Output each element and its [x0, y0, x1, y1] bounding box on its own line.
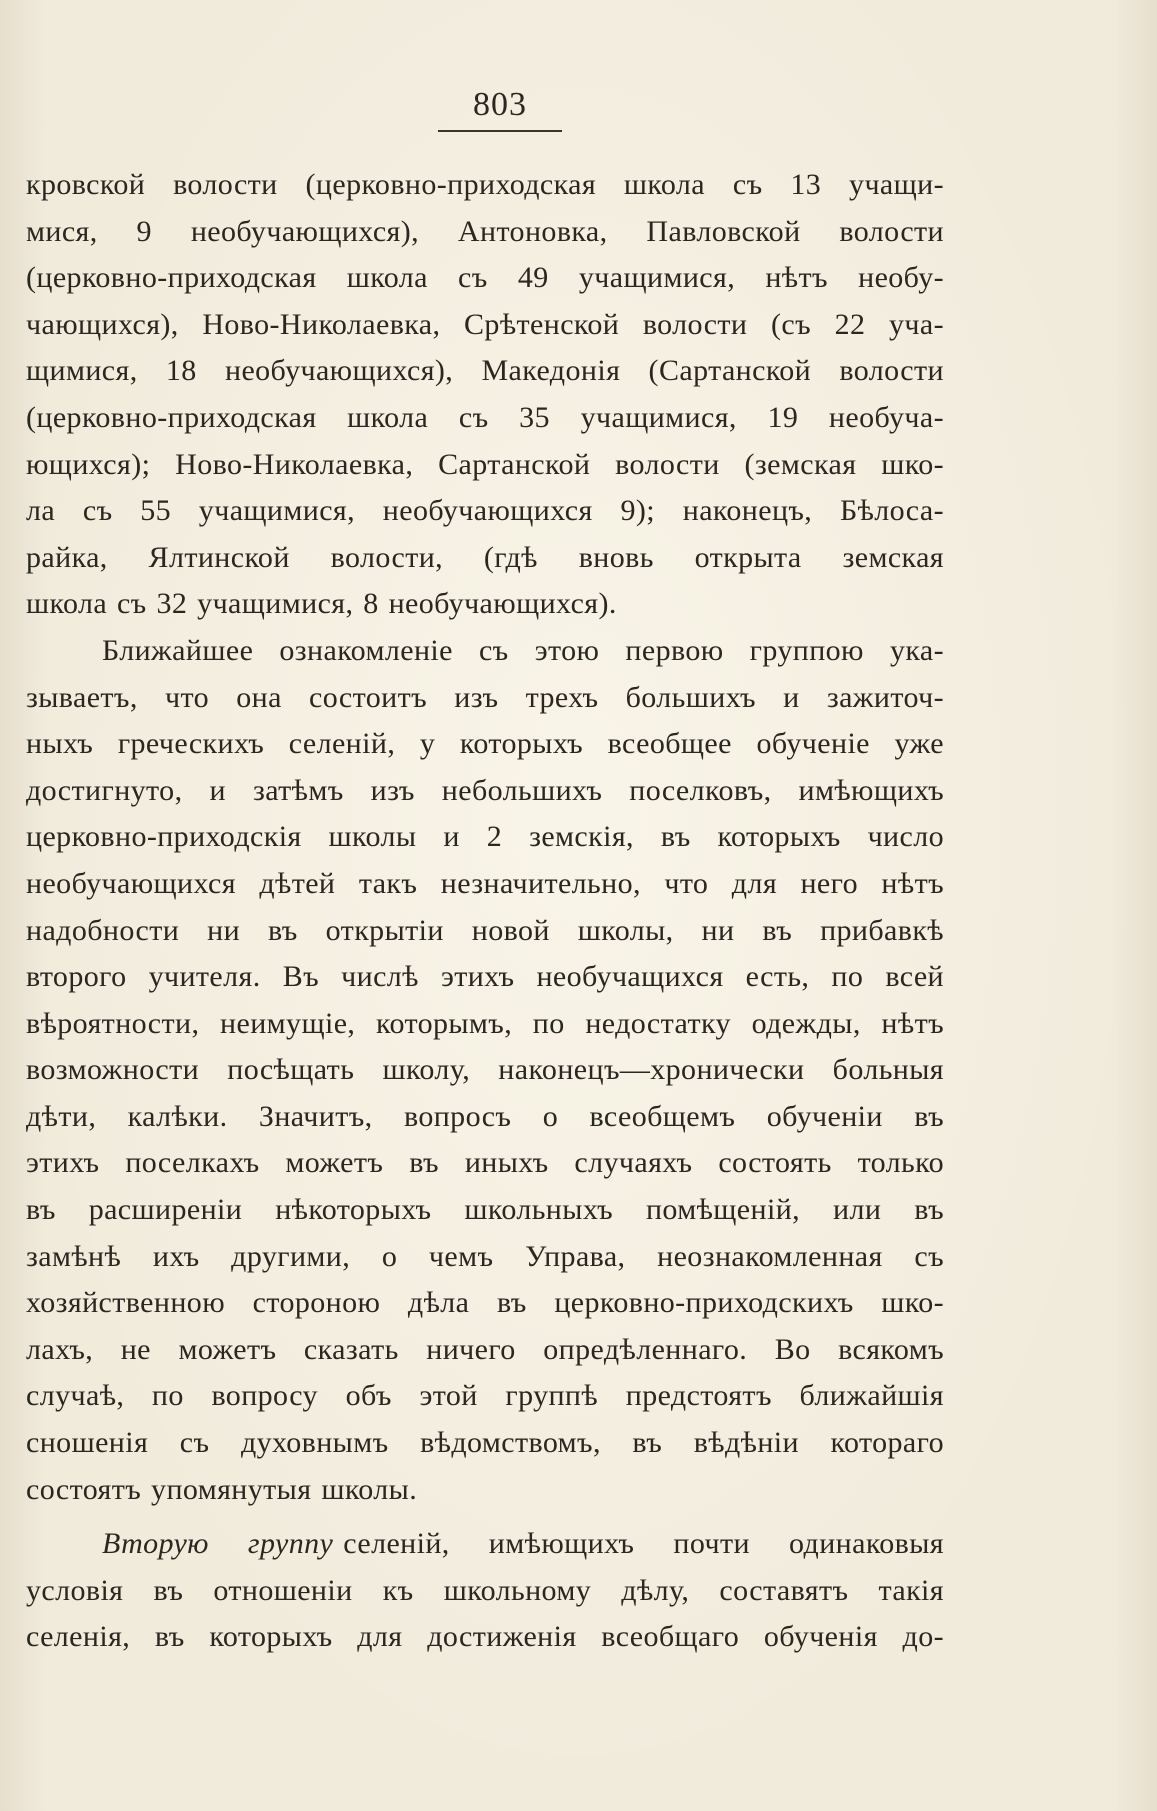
- paragraph-1: [26, 162, 944, 628]
- text-line: райка, Ялтинской волости, (гдѣ вновь открыта земская: [26, 540, 944, 574]
- italic-lead: Вторую группу: [102, 1527, 334, 1561]
- text-line: надобности ни въ открытіи новой школы, ни въ прибавкѣ: [26, 913, 944, 947]
- text-line: (церковно-приходская школа съ 49 учащимися, нѣтъ необу-: [26, 261, 944, 295]
- text-line: случаѣ, по вопросу объ этой группѣ предстоятъ ближайшія: [26, 1379, 944, 1413]
- text-line: школа съ 32 учащимися, 8 необучающихся).: [26, 587, 617, 621]
- text-line: (церковно-приходская школа съ 35 учащимися, 19 необуча-: [26, 400, 944, 434]
- page-number: 803: [473, 86, 527, 123]
- text-line: мися, 9 необучающихся), Антоновка, Павловской волости: [26, 214, 944, 248]
- paragraph-gap: [26, 1513, 944, 1521]
- text-line: необучающихся дѣтей такъ незначительно, что для него нѣтъ: [26, 866, 944, 900]
- text-line: этихъ поселкахъ можетъ въ иныхъ случаяхъ состоять только: [26, 1146, 944, 1180]
- text-line: хозяйственною стороною дѣла въ церковно-приходскихъ шко-: [26, 1286, 944, 1320]
- paragraph-2: [26, 628, 944, 1513]
- page-number-rule: [438, 130, 562, 132]
- paragraph-3: [26, 1521, 944, 1661]
- text-line: зываетъ, что она состоитъ изъ трехъ большихъ и зажиточ-: [26, 680, 944, 714]
- text-line: ющихся); Ново-Николаевка, Сартанской волости (земская шко-: [26, 447, 944, 481]
- text-line: возможности посѣщать школу, наконецъ—хронически больныя: [26, 1053, 944, 1087]
- text-line: въ расширеніи нѣкоторыхъ школьныхъ помѣщеній, или въ: [26, 1193, 944, 1227]
- line-rest: селеній, имѣющихъ почти одинаковыя: [343, 1527, 944, 1561]
- text-line: селенія, въ которыхъ для достиженія всеобщаго обученія до-: [26, 1620, 944, 1654]
- text-line: [26, 1521, 944, 1568]
- body-text: [26, 162, 944, 1661]
- text-line: кровской волости (церковно-приходская школа съ 13 учащи-: [26, 168, 944, 201]
- text-line: Ближайшее ознакомленіе съ этою первою группою ука-: [102, 633, 944, 667]
- text-line: состоятъ упомянутыя школы.: [26, 1472, 418, 1506]
- text-line: щимися, 18 необучающихся), Македонія (Сартанской волости: [26, 354, 944, 388]
- text-line: дѣти, калѣки. Значитъ, вопросъ о всеобщемъ обученіи въ: [26, 1099, 944, 1133]
- text-line: условія въ отношеніи къ школьному дѣлу, составятъ такія: [26, 1573, 944, 1607]
- text-line: сношенія съ духовнымъ вѣдомствомъ, въ вѣдѣніи котораго: [26, 1426, 944, 1460]
- text-line: ла съ 55 учащимися, необучающихся 9); наконецъ, Бѣлоса-: [26, 494, 944, 528]
- text-line: чающихся), Ново-Николаевка, Срѣтенской волости (съ 22 уча-: [26, 307, 944, 341]
- text-line: церковно-приходскія школы и 2 земскія, въ которыхъ число: [26, 820, 944, 854]
- text-line: вѣроятности, неимущіе, которымъ, по недостатку одежды, нѣтъ: [26, 1006, 944, 1040]
- text-line: лахъ, не можетъ сказать ничего опредѣленнаго. Во всякомъ: [26, 1332, 944, 1366]
- text-line: второго учителя. Въ числѣ этихъ необучащихся есть, по всей: [26, 960, 944, 994]
- text-line: замѣнѣ ихъ другими, о чемъ Управа, неознакомленная съ: [26, 1239, 944, 1273]
- text-line: достигнуто, и затѣмъ изъ небольшихъ поселковъ, имѣющихъ: [26, 773, 944, 807]
- text-line: ныхъ греческихъ селеній, у которыхъ всеобщее обученіе уже: [26, 727, 944, 761]
